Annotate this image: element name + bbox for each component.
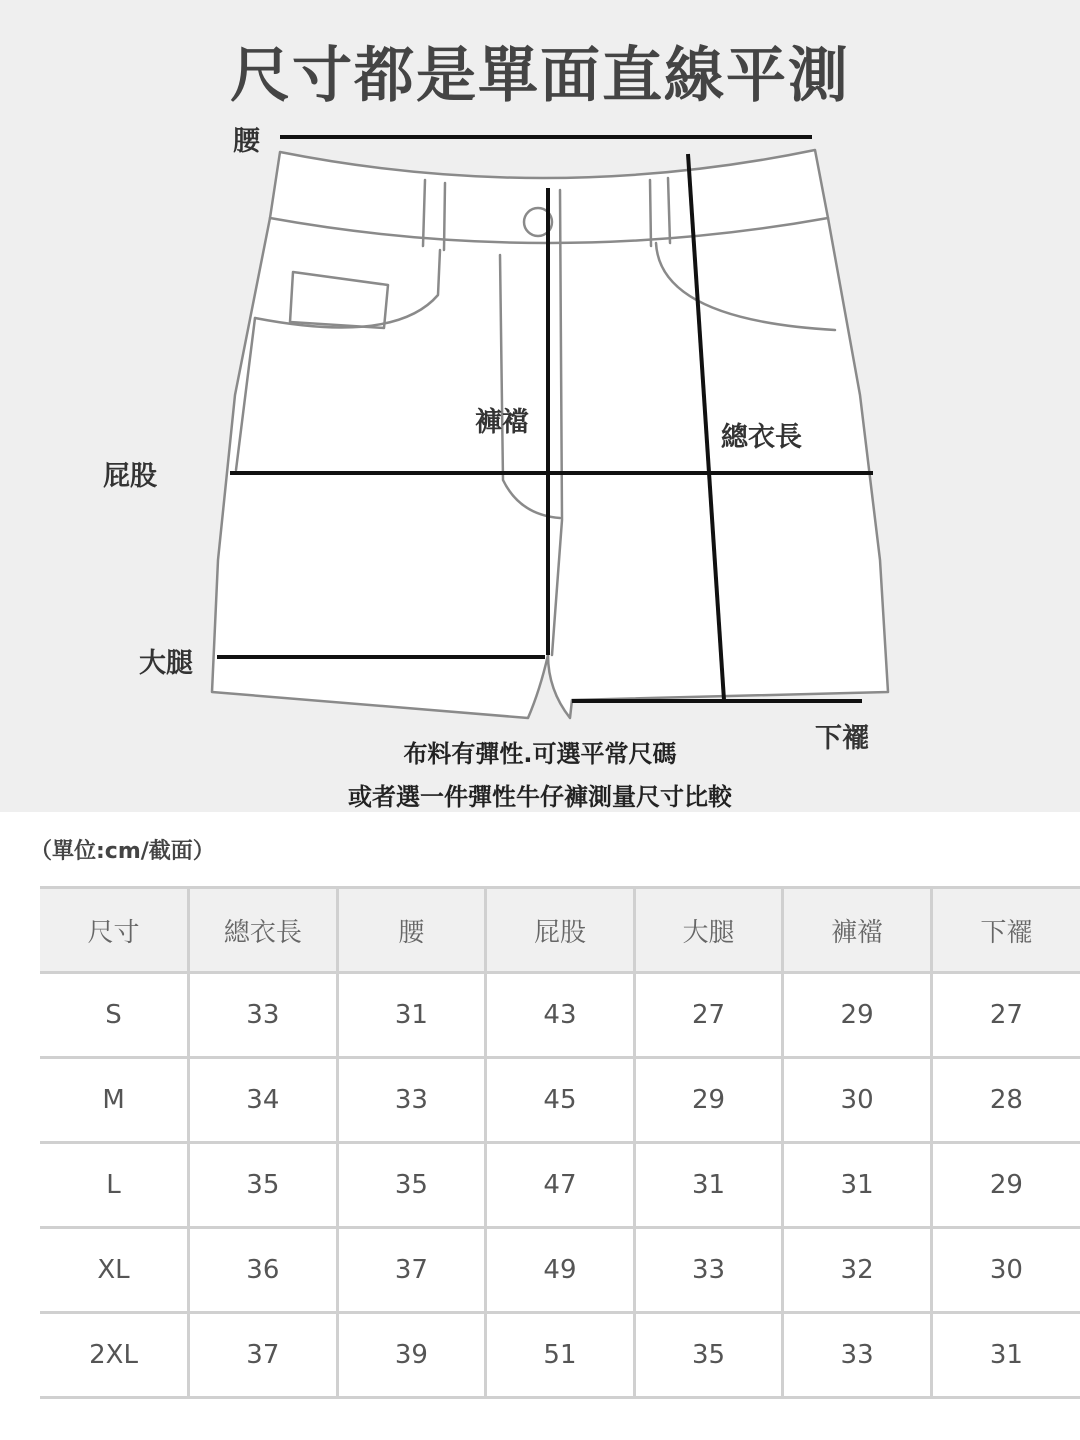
page-title: 尺寸都是單面直線平測 (230, 41, 850, 111)
table-cell: 30 (931, 1228, 1080, 1313)
note-line-1: 布料有彈性.可選平常尺碼 (403, 740, 677, 768)
header-cell: 大腿 (634, 888, 783, 973)
table-row (40, 1228, 1080, 1313)
table-cell: 27 (931, 973, 1080, 1058)
table-cell: 51 (486, 1313, 635, 1398)
table-cell: 43 (486, 973, 635, 1058)
header-cell: 腰 (337, 888, 486, 973)
size-cell: XL (40, 1228, 189, 1313)
thigh-label: 大腿 (139, 648, 193, 679)
size-table (40, 886, 1080, 1399)
table-cell: 29 (783, 973, 932, 1058)
header-cell: 尺寸 (40, 888, 189, 973)
size-cell: M (40, 1058, 189, 1143)
table-cell: 45 (486, 1058, 635, 1143)
table-cell: 47 (486, 1143, 635, 1228)
table-row (40, 1058, 1080, 1143)
size-cell: S (40, 973, 189, 1058)
table-row (40, 1143, 1080, 1228)
header-cell: 屁股 (486, 888, 635, 973)
total-length-label: 總衣長 (721, 422, 802, 453)
table-cell: 29 (634, 1058, 783, 1143)
rise-label: 褲襠 (475, 407, 529, 438)
table-cell: 34 (189, 1058, 338, 1143)
hem-label: 下襬 (815, 723, 869, 754)
table-cell: 31 (931, 1313, 1080, 1398)
table-cell: 31 (634, 1143, 783, 1228)
table-row (40, 1313, 1080, 1398)
hip-label: 屁股 (103, 461, 157, 492)
table-cell: 49 (486, 1228, 635, 1313)
size-cell: 2XL (40, 1313, 189, 1398)
table-cell: 36 (189, 1228, 338, 1313)
table-header-row (40, 888, 1080, 973)
table-cell: 28 (931, 1058, 1080, 1143)
table-cell: 37 (189, 1313, 338, 1398)
header-cell: 總衣長 (189, 888, 338, 973)
header-cell: 褲襠 (783, 888, 932, 973)
table-cell: 31 (337, 973, 486, 1058)
table-cell: 33 (337, 1058, 486, 1143)
table-cell: 33 (634, 1228, 783, 1313)
table-cell: 30 (783, 1058, 932, 1143)
table-cell: 27 (634, 973, 783, 1058)
table-cell: 37 (337, 1228, 486, 1313)
table-cell: 35 (337, 1143, 486, 1228)
unit-note: （單位:cm/截面） (30, 839, 215, 864)
waist-label: 腰 (233, 126, 260, 157)
table-cell: 31 (783, 1143, 932, 1228)
table-cell: 33 (189, 973, 338, 1058)
header-cell: 下襬 (931, 888, 1080, 973)
table-cell: 33 (783, 1313, 932, 1398)
table-cell: 29 (931, 1143, 1080, 1228)
table-cell: 32 (783, 1228, 932, 1313)
size-cell: L (40, 1143, 189, 1228)
note-line-2: 或者選一件彈性牛仔褲測量尺寸比較 (348, 783, 732, 811)
table-row (40, 973, 1080, 1058)
table-cell: 39 (337, 1313, 486, 1398)
table-cell: 35 (634, 1313, 783, 1398)
table-cell: 35 (189, 1143, 338, 1228)
